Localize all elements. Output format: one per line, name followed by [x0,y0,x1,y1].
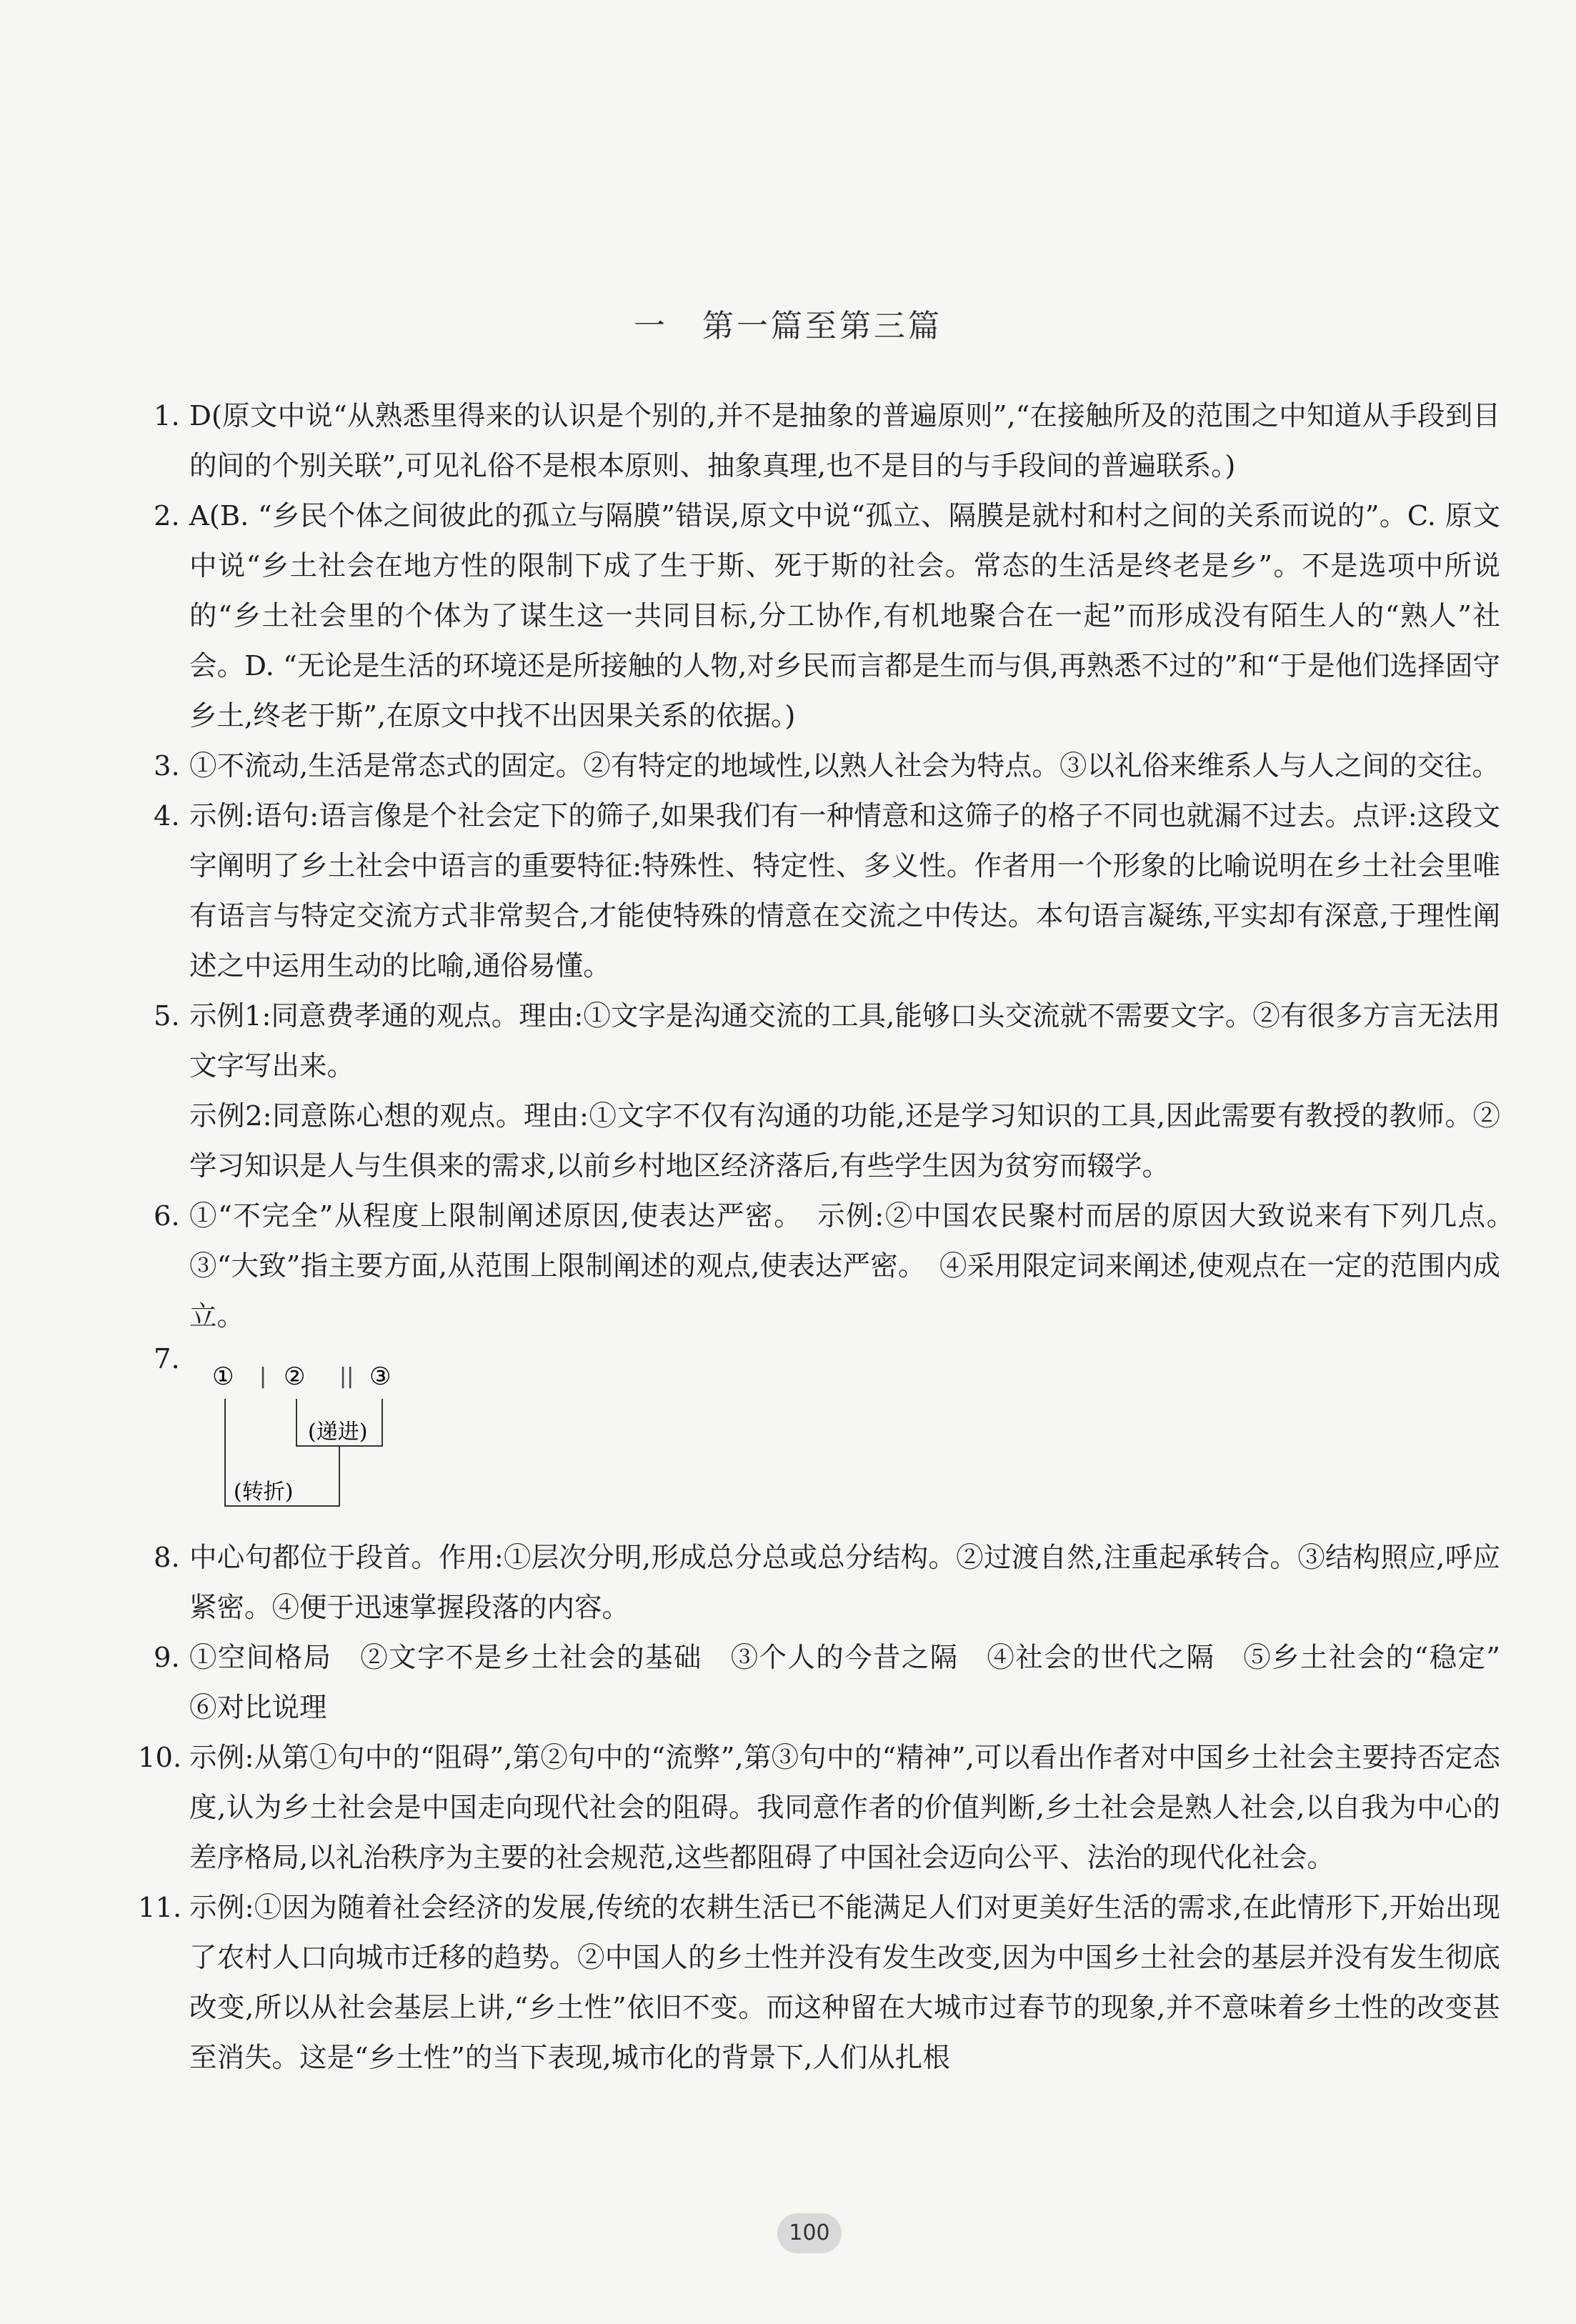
node-2: ② [284,1362,306,1391]
item-number: 3. [154,750,180,782]
answer-item-1 [154,392,1500,492]
item-number: 10. [138,1742,182,1774]
item-text: A(B. “乡民个体之间彼此的孤立与隔膜”错误,原文中说“孤立、隔膜是就村和村之间的关系而说的”。C. 原文中说“乡土社会在地方性的限制下成了生于斯、死于斯的社会。常态的生活是终老是乡”。不是选项中所说的“乡土社会里的个体为了谋生这一共同目标,分工协作,有机地聚合在一起”而形成没有陌生人的“熟人”社会。D. “无论是生活的环境还是所接触的人物,对乡民而言都是生而与俱,再熟悉不过的”和“于是他们选择固守乡土,终老于斯”,在原文中找不出因果关系的依据。) [189,500,1500,732]
item-text: D(原文中说“从熟悉里得来的认识是个别的,并不是抽象的普遍原则”,“在接触所及的范围之中知道从手段到目的间的个别关联”,可见礼俗不是根本原则、抽象真理,也不是目的与手段间的普遍联系。) [189,400,1500,482]
label-turn: (转折) [234,1480,294,1505]
page-number: 100 [777,2213,842,2253]
item-text: ①不流动,生活是常态式的固定。②有特定的地域性,以熟人社会为特点。③以礼俗来维系人与人之间的交往。 [189,750,1500,782]
item-text: 示例:①因为随着社会经济的发展,传统的农耕生活已不能满足人们对更美好生活的需求,在此情形下,开始出现了农村人口向城市迁移的趋势。②中国人的乡土性并没有发生改变,因为中国乡土社会的基层并没有发生彻底改变,所以从社会基层上讲,“乡土性”依旧不变。而这种留在大城市过春节的现象,并不意味着乡土性的改变甚至消失。这是“乡土性”的当下表现,城市化的背景下,人们从扎根 [189,1892,1500,2074]
answer-item-7-diagram [154,1342,1500,1533]
label-progressive: (递进) [308,1420,368,1445]
node-3: ③ [369,1362,391,1391]
item-text: ①“不完全”从程度上限制阐述原因,使表达严密。 示例:②中国农民聚村而居的原因大致说来有下列几点。 ③“大致”指主要方面,从范围上限制阐述的观点,使表达严密。 ④采用限定词来阐述,使观点在一定的范围内成立。 [189,1200,1528,1332]
answer-item-9 [154,1633,1528,1733]
separator-1: | [259,1364,267,1389]
node-1: ① [212,1362,234,1391]
item-number: 7. [154,1343,180,1375]
item-number: 6. [154,1200,180,1232]
answer-list [138,392,1528,2083]
answer-item-11 [138,1883,1500,2083]
item-number: 8. [154,1542,180,1574]
separator-2: || [339,1364,354,1389]
answer-item-8 [154,1533,1500,1633]
section-title: 一 第一篇至第三篇 [634,308,942,344]
item-text: 示例:语句:语言像是个社会定下的筛子,如果我们有一种情意和这筛子的格子不同也就漏不过去。点评:这段文字阐明了乡土社会中语言的重要特征:特殊性、特定性、多义性。作者用一个形象的比喻说明在乡土社会里唯有语言与特定交流方式非常契合,才能使特殊的情意在交流之中传达。本句语言凝练,平实却有深意,于理性阐述之中运用生动的比喻,通俗易懂。 [189,800,1500,982]
item-text: 示例1:同意费孝通的观点。理由:①文字是沟通交流的工具,能够口头交流就不需要文字。②有很多方言无法用文字写出来。 [189,1000,1500,1082]
answer-item-5 [154,992,1500,1192]
answer-item-3 [154,742,1500,792]
item-number: 4. [154,800,180,832]
item-number: 2. [154,500,180,532]
item-text: ①空间格局 ②文字不是乡土社会的基础 ③个人的今昔之隔 ④社会的世代之隔 ⑤乡土社会的“稳定” ⑥对比说理 [189,1642,1528,1724]
item-number: 9. [154,1642,180,1674]
answer-item-4 [154,792,1500,992]
structure-diagram [189,1355,689,1533]
item-number: 5. [154,1000,180,1032]
item-number: 1. [154,400,180,432]
item-text: 示例:从第①句中的“阻碍”,第②句中的“流弊”,第③句中的“精神”,可以看出作者对中国乡土社会主要持否定态度,认为乡土社会是中国走向现代社会的阻碍。我同意作者的价值判断,乡土社会是熟人社会,以自我为中心的差序格局,以礼治秩序为主要的社会规范,这些都阻碍了中国社会迈向公平、法治的现代化社会。 [189,1742,1500,1874]
item-text: 示例2:同意陈心想的观点。理由:①文字不仅有沟通的功能,还是学习知识的工具,因此需要有教授的教师。②学习知识是人与生俱来的需求,以前乡村地区经济落后,有些学生因为贫穷而辍学。 [189,1100,1500,1182]
answer-item-6 [154,1192,1528,1342]
answer-item-10 [138,1733,1500,1883]
item-text: 中心句都位于段首。作用:①层次分明,形成总分总或总分结构。②过渡自然,注重起承转合。③结构照应,呼应紧密。④便于迅速掌握段落的内容。 [189,1542,1500,1624]
answer-item-2 [154,492,1500,742]
item-number: 11. [138,1892,182,1924]
